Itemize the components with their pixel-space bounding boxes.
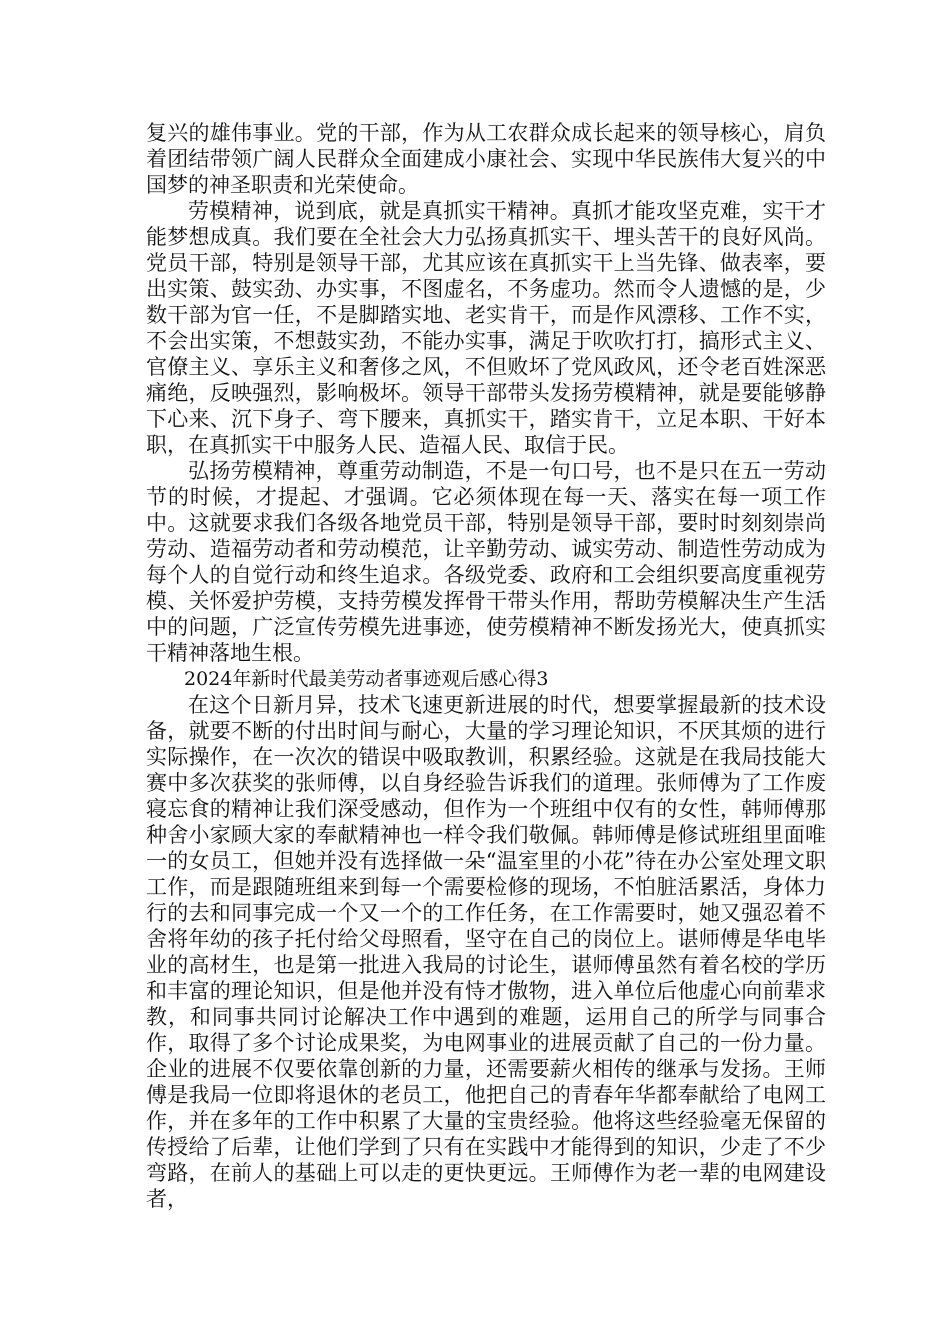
paragraph-promote-spirit: 弘扬劳模精神，尊重劳动制造，不是一句口号，也不是只在五一劳动节的时候，才提起、才强调。它必须体现在每一天、落实在每一项工作中。这就要求我们各级各地党员干部，特别是领导干部，要时时刻刻崇尚劳动、造福劳动者和劳动模范，让辛勤劳动、诚实劳动、制造性劳动成为每个人的自觉行动和终生追求。各级党委、政府和工会组织要高度重视劳模、关怀爱护劳模，支持劳模发挥骨干带头作用，帮助劳模解决生产生活中的问题，广泛宣传劳模先进事迹，使劳模精神不断发扬光大，使真抓实干精神落地生根。 [146,459,826,665]
paragraph-continuation: 复兴的雄伟事业。党的干部，作为从工农群众成长起来的领导核心，肩负着团结带领广阔人民群众全面建成小康社会、实现中华民族伟大复兴的中国梦的神圣职责和光荣使命。 [146,121,826,197]
paragraph-masters-stories: 在这个日新月异，技术飞速更新进展的时代，想要掌握最新的技术设备，就要不断的付出时间与耐心，大量的学习理论知识，不厌其烦的进行实际操作，在一次次的错误中吸取教训，积累经验。这就是在我局技能大赛中多次获奖的张师傅，以自身经验告诉我们的道理。张师傅为了工作废寝忘食的精神让我们深受感动，但作为一个班组中仅有的女性，韩师傅那种舍小家顾大家的奉献精神也一样令我们敬佩。韩师傅是修试班组里面唯一的女员工，但她并没有选择做一朵“温室里的小花”待在办公室处理文职工作，而是跟随班组来到每一个需要检修的现场，不怕脏活累活，身体力行的去和同事完成一个又一个的工作任务，在工作需要时，她又强忍着不舍将年幼的孩子托付给父母照看，坚守在自己的岗位上。谌师傅是华电毕业的高材生，也是第一批进入我局的讨论生，谌师傅虽然有着名校的学历和丰富的理论知识，但是他并没有恃才傲物，进入单位后他虚心向前辈求教，和同事共同讨论解决工作中遇到的难题，运用自己的所学与同事合作，取得了多个讨论成果奖，为电网事业的进展贡献了自己的一份力量。企业的进展不仅要依靠创新的力量，还需要薪火相传的继承与发扬。王师傅是我局一位即将退休的老员工，他把自己的青春年华都奉献给了电网工作，并在多年的工作中积累了大量的宝贵经验。他将这些经验毫无保留的传授给了后辈，让他们学到了只有在实践中才能得到的知识，少走了不少弯路，在前人的基础上可以走的更快更远。王师傅作为老一辈的电网建设者， [146,693,826,1211]
paragraph-model-worker-spirit: 劳模精神，说到底，就是真抓实干精神。真抓才能攻坚克难，实干才能梦想成真。我们要在全社会大力弘扬真抓实干、埋头苦干的良好风尚。党员干部，特别是领导干部，尤其应该在真抓实干上当先锋、做表率，要出实策、鼓实劲、办实事，不图虚名，不务虚功。然而令人遗憾的是，少数干部为官一任，不是脚踏实地、老实肯干，而是作风漂移、工作不实，不会出实策，不想鼓实劲，不能办实事，满足于吹吹打打，搞形式主义、官僚主义、享乐主义和奢侈之风，不但败坏了党风政风，还令老百姓深恶痛绝，反映强烈，影响极坏。领导干部带头发扬劳模精神，就是要能够静下心来、沉下身子、弯下腰来，真抓实干，踏实肯干，立足本职、干好本职，在真抓实干中服务人民、造福人民、取信于民。 [146,199,826,457]
section-heading: 2024年新时代最美劳动者事迹观后感心得3 [184,668,549,690]
document-page [146,120,826,1212]
